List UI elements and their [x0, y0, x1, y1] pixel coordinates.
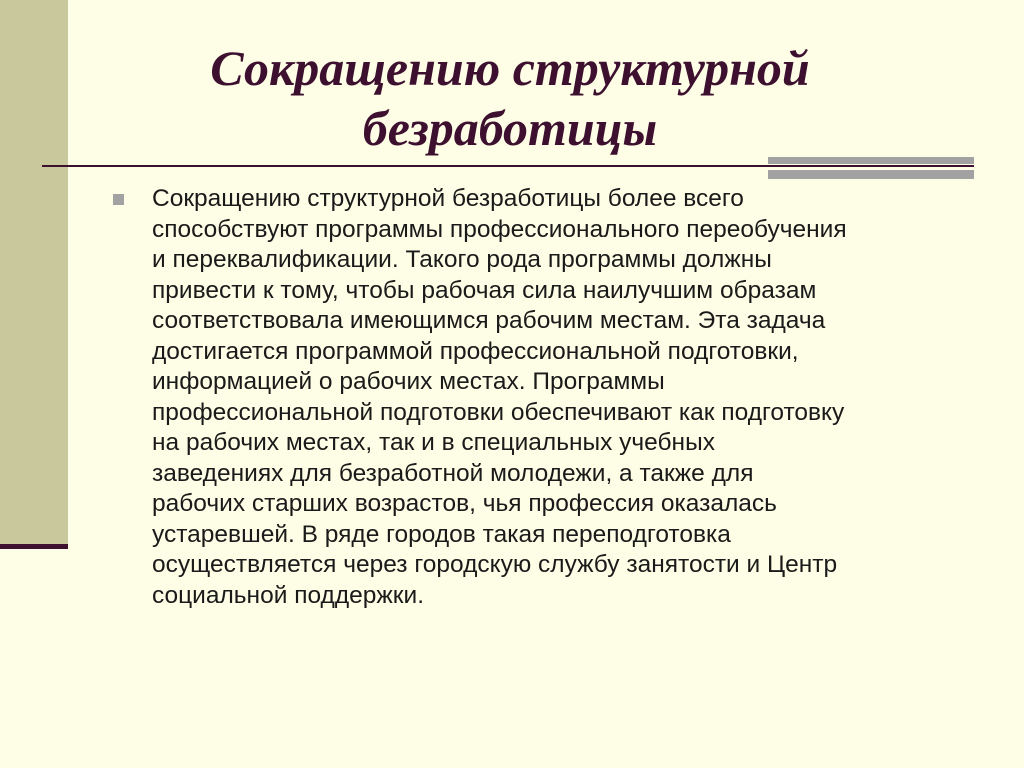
paragraph-line: привести к тому, чтобы рабочая сила наилучшим образам — [152, 276, 817, 304]
left-band-rule — [0, 544, 68, 549]
bullet-paragraph — [152, 184, 962, 611]
paragraph-line: способствуют программы профессионального переобучения — [152, 215, 847, 243]
paragraph-line: осуществляется через городскую службу занятости и Центр — [152, 551, 838, 578]
paragraph-line: и переквалификации. Такого рода программы должны — [152, 246, 772, 273]
slide-title — [150, 38, 870, 158]
paragraph-line: информацией о рабочих местах. Программы — [152, 368, 665, 395]
slide-title-line-2: безработицы — [362, 100, 658, 156]
title-divider — [42, 165, 974, 167]
paragraph-line: Сокращению структурной безработицы более всего — [152, 185, 744, 212]
paragraph-line: на рабочих местах, так и в специальных учебных — [152, 429, 715, 456]
paragraph-line: социальной поддержки. — [152, 581, 425, 609]
paragraph-line: заведениях для безработной молодежи, а также для — [152, 459, 754, 487]
slide-title-line-1: Сокращению структурной — [210, 40, 810, 96]
title-accent-bar-top — [768, 157, 974, 164]
title-accent-bar-bottom — [768, 170, 974, 179]
left-decorative-band — [0, 0, 68, 548]
paragraph-line: соответствовала имеющимся рабочим местам. Эта задача — [152, 307, 826, 334]
paragraph-line: достигается программой профессиональной подготовки, — [152, 337, 799, 365]
paragraph-line: устаревшей. В ряде городов такая переподготовка — [152, 520, 731, 548]
paragraph-line: рабочих старших возрастов, чья профессия оказалась — [152, 490, 777, 517]
bullet-square-icon — [113, 194, 124, 205]
paragraph-line: профессиональной подготовки обеспечивают как подготовку — [152, 398, 845, 426]
